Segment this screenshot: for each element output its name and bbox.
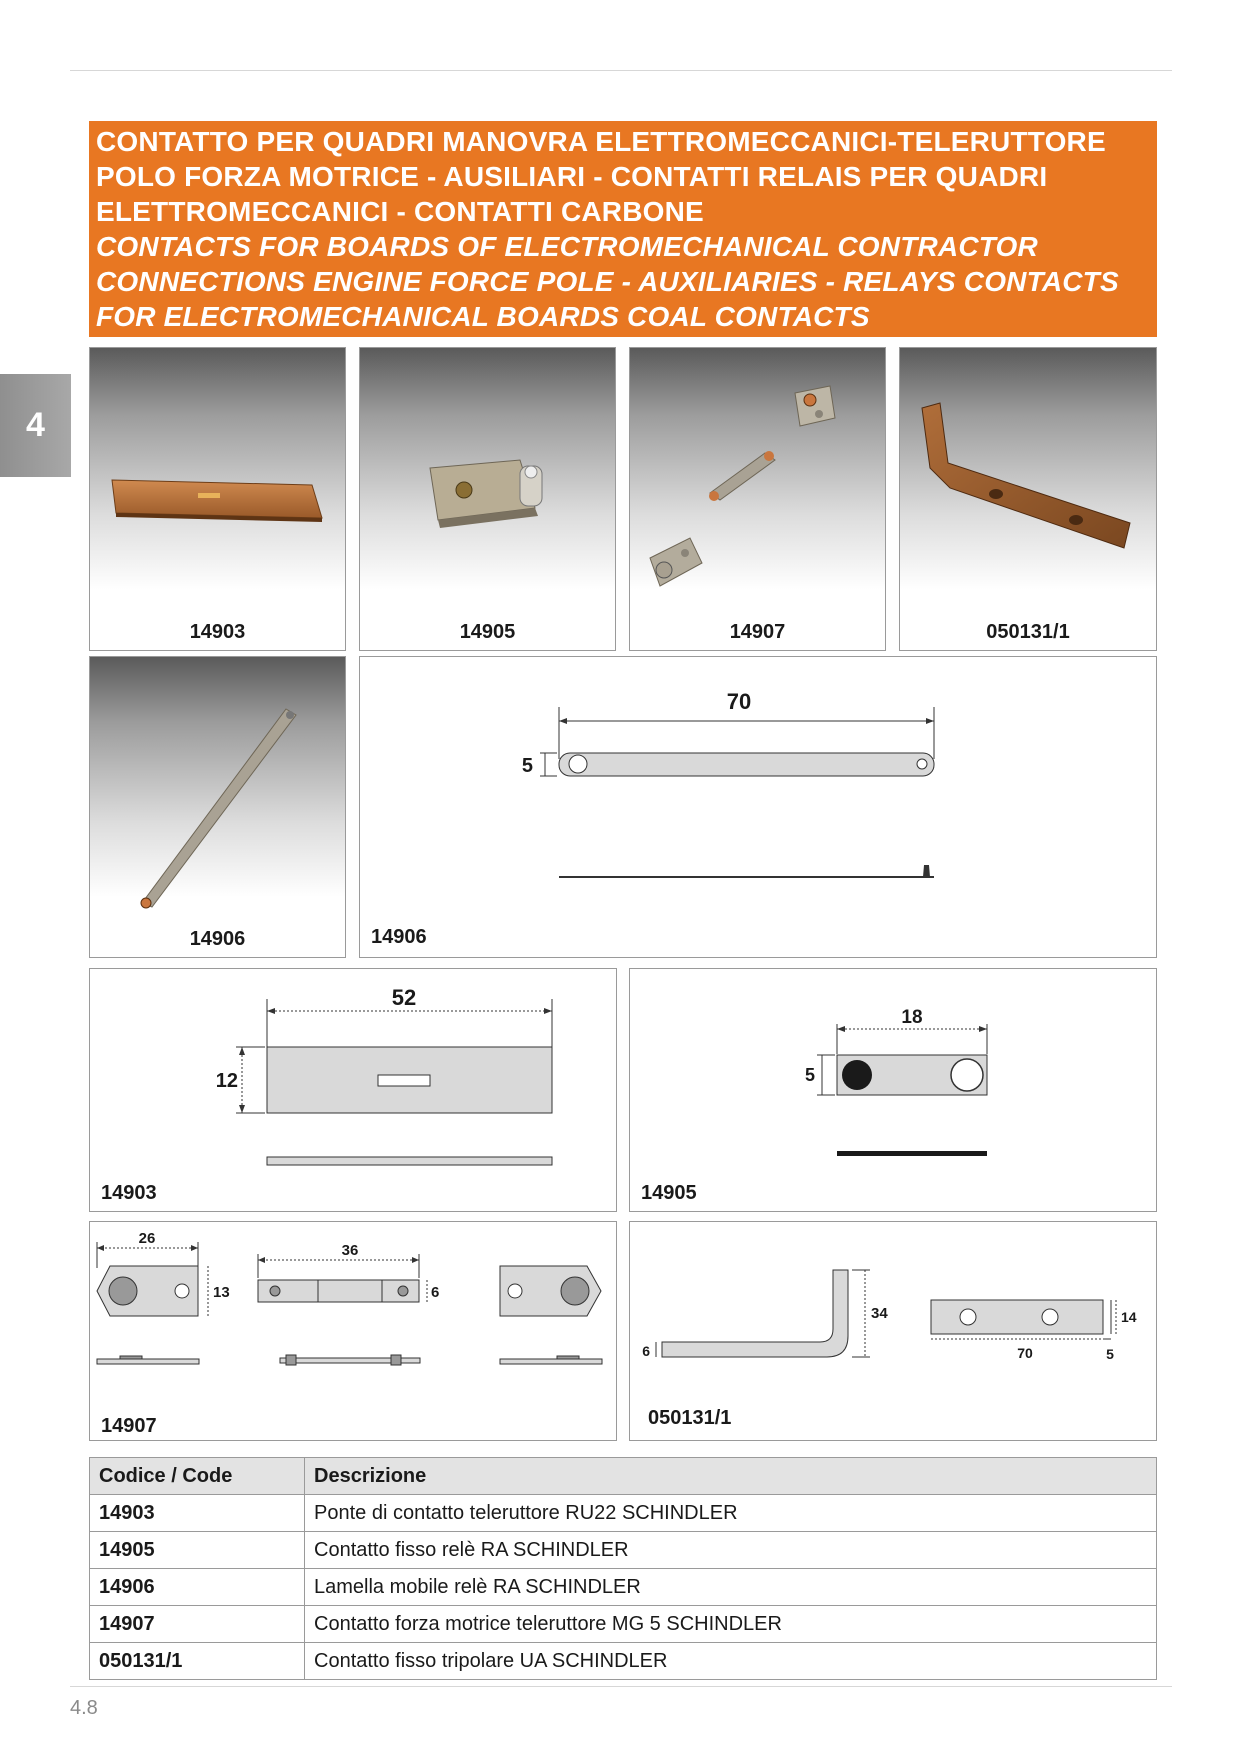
dim-thickness: 6 (642, 1343, 650, 1359)
row-description: Contatto fisso relè RA SCHINDLER (305, 1532, 1157, 1569)
title-en-line: FOR ELECTROMECHANICAL BOARDS COAL CONTACTS (96, 301, 870, 332)
section-tab (0, 374, 71, 477)
tripolar-contact-image (900, 348, 1158, 652)
table-row (90, 1532, 1157, 1569)
table-header-row (90, 1458, 1157, 1495)
drawing-code: 14905 (641, 1182, 697, 1204)
row-code: 14903 (90, 1495, 305, 1532)
title-it-line: POLO FORZA MOTRICE - AUSILIARI - CONTATTI RELAIS PER QUADRI (96, 161, 1048, 192)
photo-14905 (359, 347, 616, 651)
dim-length: 70 (726, 689, 752, 714)
photo-14906 (89, 656, 346, 958)
row-code: 050131/1 (90, 1643, 305, 1680)
table-row (90, 1643, 1157, 1680)
photo-14907 (629, 347, 886, 651)
force-contact-parts-image (630, 348, 887, 652)
product-table (89, 1457, 1157, 1680)
drawing-14907 (89, 1221, 617, 1441)
table-row (90, 1606, 1157, 1643)
top-rule (70, 70, 1172, 71)
copper-bar-image (90, 348, 347, 652)
drawing-code: 14903 (101, 1182, 157, 1204)
row-description: Contatto fisso tripolare UA SCHINDLER (305, 1643, 1157, 1680)
section-number: 4 (26, 406, 45, 444)
title-en-line: CONTACTS FOR BOARDS OF ELECTROMECHANICAL CONTRACTOR (96, 231, 1038, 262)
dim-length: 70 (1017, 1345, 1033, 1361)
row-description: Ponte di contatto teleruttore RU22 SCHINDLER (305, 1495, 1157, 1532)
dim-left-length: 26 (138, 1230, 156, 1247)
header-code: Codice / Code (90, 1458, 305, 1495)
dim-height: 34 (871, 1305, 888, 1322)
header-description: Descrizione (305, 1458, 1157, 1495)
title-en-line: CONNECTIONS ENGINE FORCE POLE - AUXILIARIES - RELAYS CONTACTS (96, 266, 1119, 297)
photo-code: 050131/1 (986, 621, 1070, 643)
photo-code: 14905 (459, 621, 516, 643)
drawing-code: 14906 (371, 926, 427, 948)
photo-code: 14903 (189, 621, 246, 643)
drawing-14903 (89, 968, 617, 1212)
photo-050131 (899, 347, 1157, 651)
photo-14903 (89, 347, 346, 651)
dim-width: 5 (804, 1065, 815, 1085)
dim-width: 5 (521, 755, 533, 777)
page-number: 4.8 (70, 1697, 98, 1719)
drawing-14906 (359, 656, 1157, 958)
dim-left-width: 13 (213, 1284, 230, 1301)
drawing-code: 14907 (101, 1415, 157, 1437)
photo-code: 14906 (189, 928, 246, 950)
title-banner (89, 121, 1157, 337)
dim-mid-length: 36 (341, 1242, 359, 1259)
drawing-14903-svg (90, 969, 618, 1213)
dim-width: 14 (1121, 1309, 1137, 1325)
fixed-contact-image (360, 348, 617, 652)
drawing-050131 (629, 1221, 1157, 1441)
row-description: Contatto forza motrice teleruttore MG 5 SCHINDLER (305, 1606, 1157, 1643)
table-row (90, 1569, 1157, 1606)
dim-width: 12 (215, 1070, 238, 1092)
bottom-rule (70, 1686, 1172, 1687)
drawing-code: 050131/1 (648, 1407, 732, 1429)
drawing-14907-svg (90, 1222, 618, 1442)
mobile-lamella-image (90, 657, 347, 959)
title-it-line: ELETTROMECCANICI - CONTATTI CARBONE (96, 196, 704, 227)
drawing-14906-svg (360, 657, 1158, 959)
table-row (90, 1495, 1157, 1532)
row-description: Lamella mobile relè RA SCHINDLER (305, 1569, 1157, 1606)
row-code: 14907 (90, 1606, 305, 1643)
drawing-14905 (629, 968, 1157, 1212)
dim-end: 5 (1106, 1346, 1114, 1362)
row-code: 14906 (90, 1569, 305, 1606)
photo-code: 14907 (729, 621, 786, 643)
dim-mid-width: 6 (431, 1284, 440, 1301)
dim-length: 18 (901, 1007, 923, 1028)
title-it-line: CONTATTO PER QUADRI MANOVRA ELETTROMECCANICI-TELERUTTORE (96, 126, 1106, 157)
row-code: 14905 (90, 1532, 305, 1569)
drawing-14905-svg (630, 969, 1158, 1213)
dim-length: 52 (391, 985, 417, 1010)
